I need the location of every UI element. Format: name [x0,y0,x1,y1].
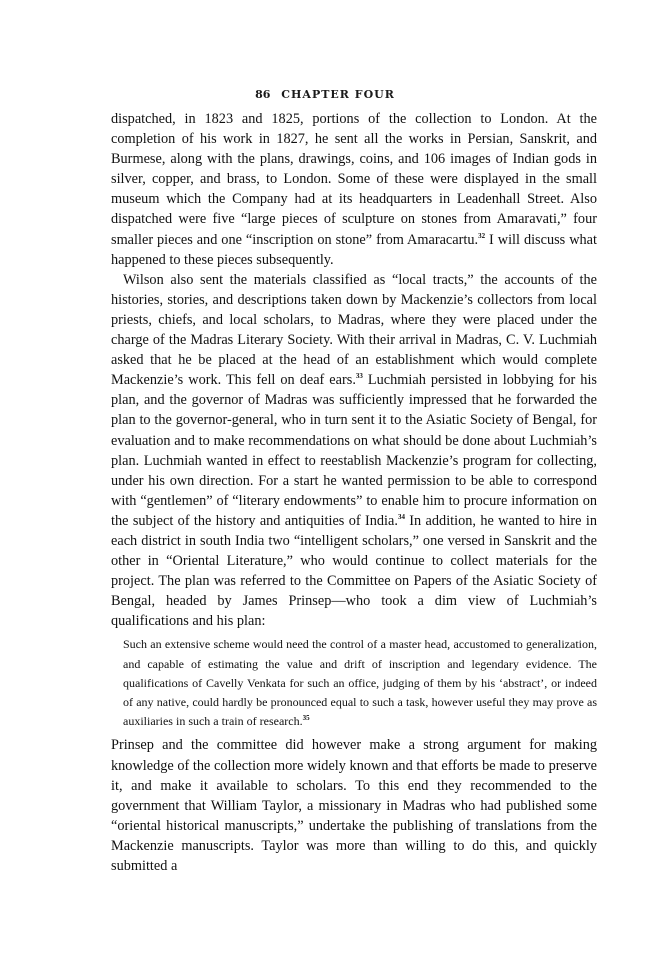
footnote-ref-32[interactable]: 32 [478,231,486,240]
paragraph-text: In addition, he wanted to hire in each district in south India two “intelligent scholars,” one versed in Sanskrit and the other in “Oriental Literature,” who would continue to collect materials for the project. The plan was referred to the Committee on Papers of the Asiatic Society of Bengal, headed by James Prinsep—who took a dim view of Luchmiah’s qualifications and his plan: [111,512,597,630]
paragraph-text: Luchmiah persisted in lobbying for his plan, and the governor of Madras was sufficiently impressed that he forwarded the plan to the governor-general, who in turn sent it to the Asiatic Society of Bengal, for evaluation and to make recommendations on what should be done about Luchmiah’s plan. Luchmiah wanted in effect to reestablish Mackenzie’s program for collecting, under his own direction. For a start he wanted permission to be able to correspond with “gentlemen” of “literary endowments” to enable him to procure information on the subject of the history and antiquities of India. [111,372,597,529]
paragraph-text: Prinsep and the committee did however make a strong argument for making knowledge of the collection more widely known and that efforts be made to preserve it, and make it available to scholars. To this end they recommended to the government that William Taylor, a missionary in Madras who had published some “oriental historical manuscripts,” undertake the publishing of translations from the Mackenzie manuscripts. Taylor was more than willing to do this, and quickly submitted a [111,737,597,875]
footnote-ref-35[interactable]: 35 [302,714,310,723]
paragraph-text: I will discuss what happened to these pieces subsequently. [111,231,597,268]
block-quote [123,635,597,731]
running-header [0,88,650,101]
paragraph-1 [111,109,597,270]
footnote-ref-33[interactable]: 33 [355,372,363,381]
page-number: 86 [255,88,271,101]
paragraph-text: dispatched, in 1823 and 1825, portions of the collection to London. At the completion of his work in 1827, he sent all the works in Persian, Sanskrit, and Burmese, along with the plans, drawings, coins, and 106 images of Indian gods in silver, copper, and brass, to London. Some of these were displayed in the small museum which the Company had at its headquarters in Leadenhall Street. Also dispatched were five “large pieces of sculpture on stones from Amaravati,” four smaller pieces and one “inscription on stone” from Amaracartu. [111,111,597,248]
paragraph-3 [111,735,597,876]
paragraph-2 [111,270,597,632]
paragraph-text: Wilson also sent the materials classified as “local tracts,” the accounts of the histories, stories, and descriptions taken down by Mackenzie’s collectors from local priests, chiefs, and local scholars, to Madras, where they were placed under the charge of the Madras Literary Society. With their arrival in Madras, C. V. Luchmiah asked that he be placed at the head of an establishment which would complete Mackenzie’s work. This fell on deaf ears. [111,271,597,389]
footnote-ref-34[interactable]: 34 [397,513,405,522]
text-body [111,109,597,876]
quote-text: Such an extensive scheme would need the control of a master head, accustomed to generalization, and capable of estimating the value and drift of inscription and legendary evidence. The qualifications of Cavelly Venkata for such an office, judging of them by his ‘abstract’, or indeed of any native, could hardly be pronounced equal to such a task, however useful they may prove as auxiliaries in such a train of research. [123,637,597,729]
chapter-title: CHAPTER FOUR [281,88,395,101]
